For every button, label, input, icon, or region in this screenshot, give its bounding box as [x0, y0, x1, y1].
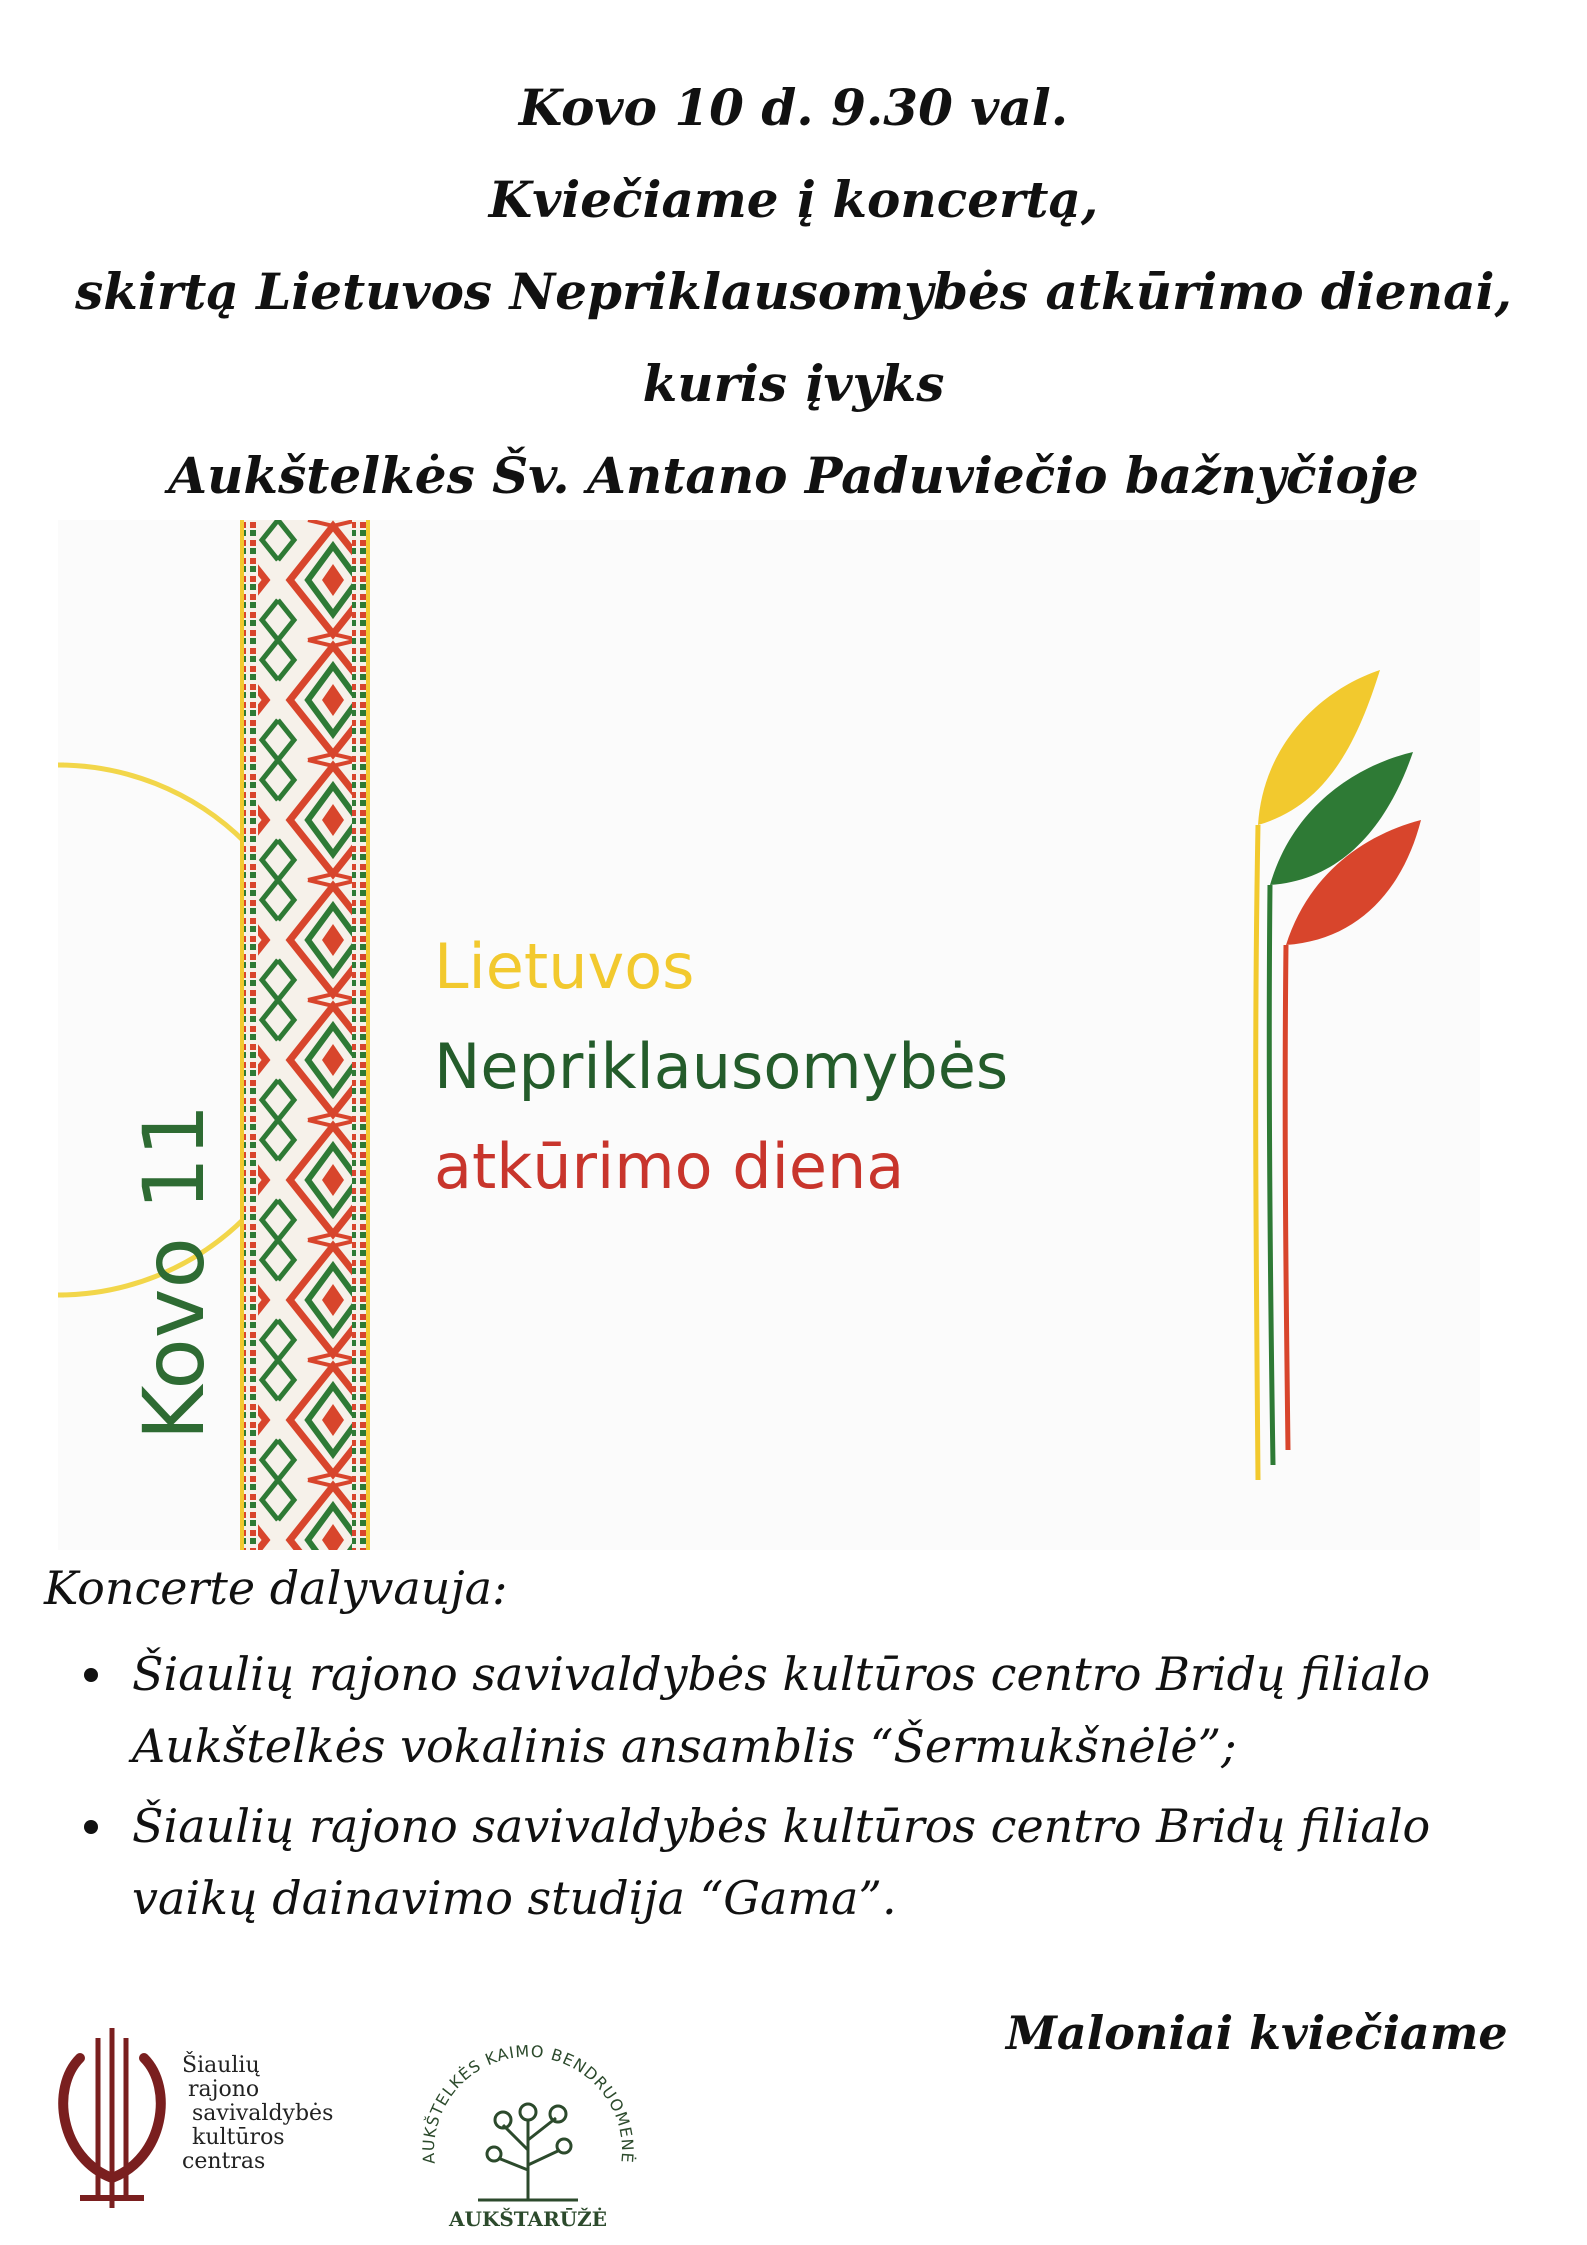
flag-leaves-icon — [1256, 670, 1421, 1480]
list-item — [132, 1790, 1544, 1934]
participant-line: Šiaulių rajono savivaldybės kultūros centro Bridų filialo — [132, 1799, 1431, 1853]
banner-title-line1: Lietuvos — [434, 930, 695, 1003]
banner-title-line3: atkūrimo diena — [434, 1130, 905, 1203]
venue-line: Aukštelkės Šv. Antano Paduviečio bažnyčioje — [168, 446, 1419, 505]
invitation-line: Kviečiame į koncertą, — [488, 170, 1099, 229]
banner-vertical-date: Kovo 11 — [125, 1103, 223, 1441]
independence-day-banner — [58, 520, 1480, 1550]
participants-section — [44, 1548, 1544, 1942]
svg-text:AUKŠTELKĖS KAIMO BENDRUOMENĖ: AUKŠTELKĖS KAIMO BENDRUOMENĖ — [418, 2041, 638, 2165]
community-name: AUKŠTARŪŽĖ — [449, 2207, 607, 2231]
community-logo — [408, 2030, 648, 2240]
bullet-icon — [84, 1820, 98, 1834]
participant-line: Šiaulių rajono savivaldybės kultūros centro Bridų filialo — [132, 1647, 1431, 1701]
event-datetime: Kovo 10 d. 9.30 val. — [518, 78, 1069, 137]
participants-list — [44, 1638, 1544, 1934]
occasion-line: skirtą Lietuvos Nepriklausomybės atkūrimo dienai, — [75, 262, 1512, 321]
invitation-header — [0, 62, 1587, 522]
culture-centre-name: Šiaulių rajono savivaldybės kultūros centras — [182, 2053, 334, 2174]
closing-text: Maloniai kviečiame — [1006, 2006, 1508, 2060]
participant-line: Aukštelkės vokalinis ansamblis “Šermukšnėlė”; — [132, 1719, 1237, 1773]
banner-title-line2: Nepriklausomybės — [434, 1030, 1009, 1103]
bullet-icon — [84, 1668, 98, 1682]
participant-line: vaikų dainavimo studija “Gama”. — [132, 1871, 897, 1925]
participants-title: Koncerte dalyvauja: — [44, 1561, 508, 1615]
culture-centre-logo — [50, 2018, 380, 2218]
woven-sash — [244, 520, 366, 1550]
community-emblem — [408, 2030, 648, 2240]
venue-intro-line: kuris įvyks — [642, 354, 945, 413]
list-item — [132, 1638, 1544, 1782]
lyre-icon — [50, 2018, 180, 2218]
